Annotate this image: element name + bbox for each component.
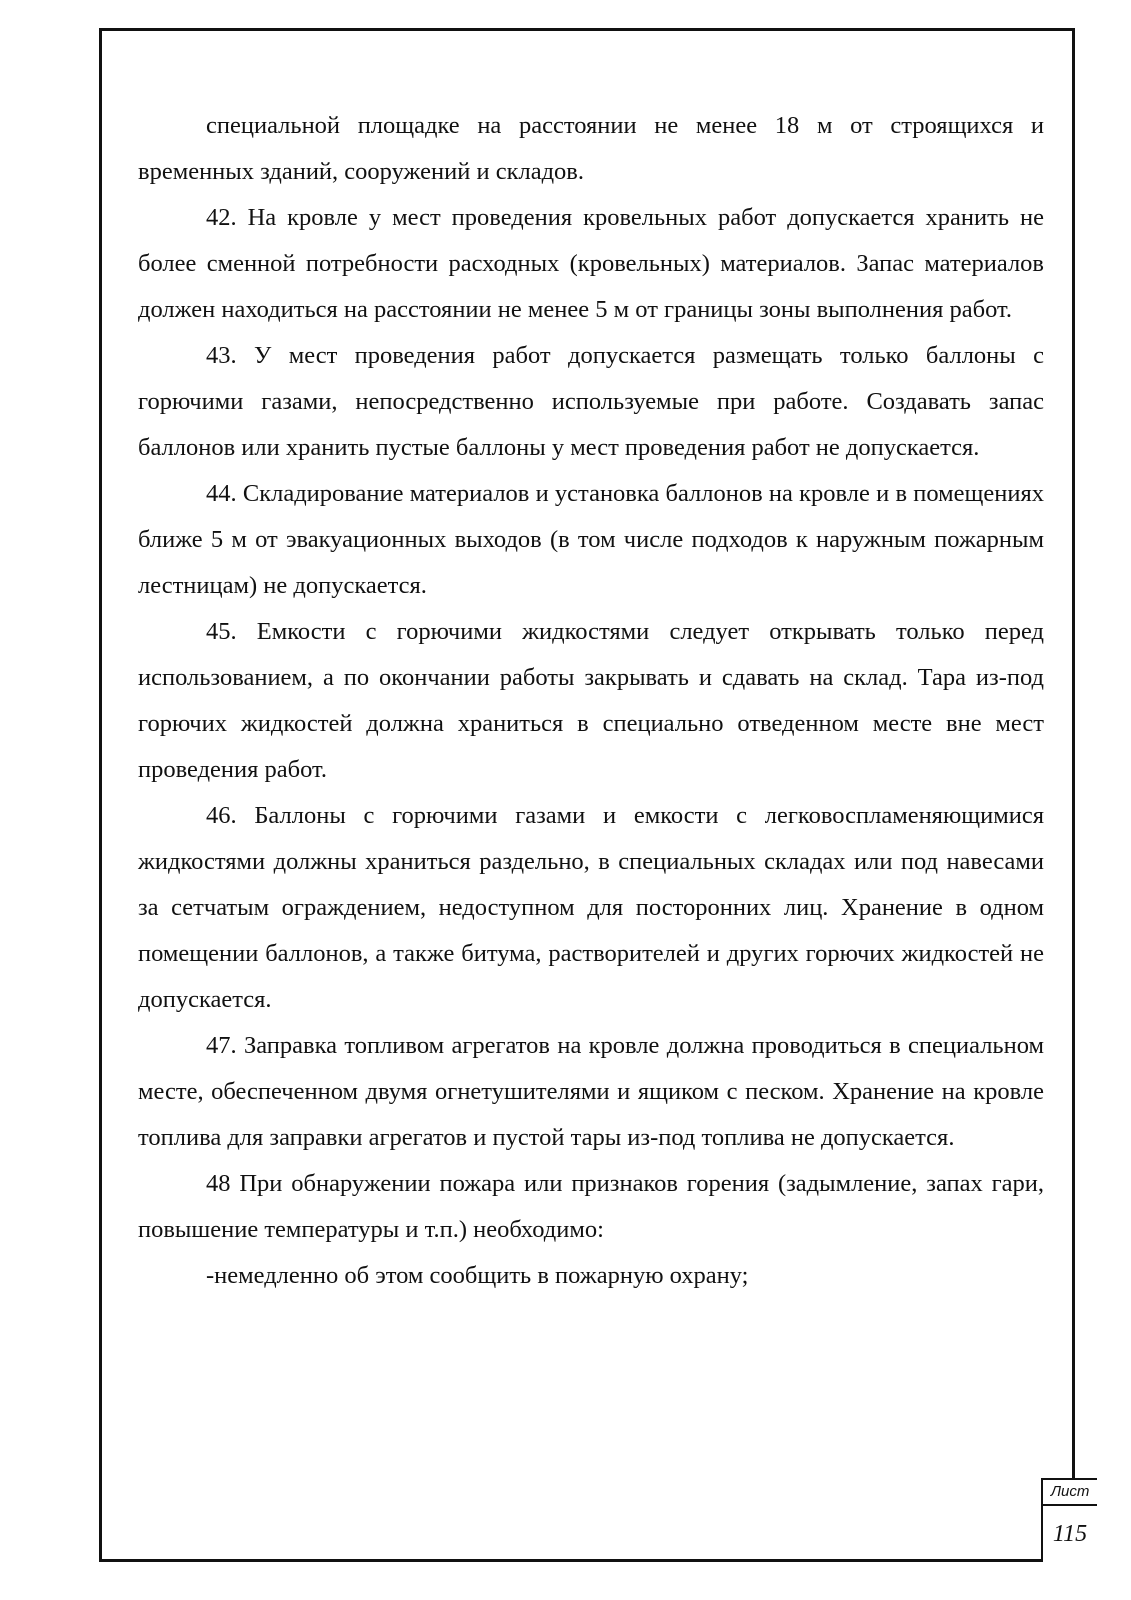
paragraph-46: 46. Баллоны с горючими газами и емкости с легковоспламеняющимися жидкостями должны храниться раздельно, в специальных складах или под навесами за сетчатым ограждением, недоступном для посторонних лиц. Хранение в одном помещении баллонов, а также битума, растворителей и других горючих жидкостей не допускается. [138,802,1044,1013]
document-body [138,103,1044,1299]
paragraph-43: 43. У мест проведения работ допускается размещать только баллоны с горючими газами, непосредственно используемые при работе. Создавать запас баллонов или хранить пустые баллоны у мест проведения работ не допускается. [138,342,1044,461]
paragraph-44: 44. Складирование материалов и установка баллонов на кровле и в помещениях ближе 5 м от эвакуационных выходов (в том числе подходов к наружным пожарным лестницам) не допускается. [138,480,1044,599]
paragraph-47: 47. Заправка топливом агрегатов на кровле должна проводиться в специальном месте, обеспеченном двумя огнетушителями и ящиком с песком. Хранение на кровле топлива для заправки агрегатов и пустой тары из-под топлива не допускается. [138,1032,1044,1151]
sheet-number-box [1041,1478,1097,1562]
sheet-number: 115 [1052,1521,1088,1547]
paragraph-42: 42. На кровле у мест проведения кровельных работ допускается хранить не более сменной потребности расходных (кровельных) материалов. Запас материалов должен находиться на расстоянии не менее 5 м от границы зоны выполнения работ. [138,204,1044,323]
paragraph-48: 48 При обнаружении пожара или признаков горения (задымление, запах гари, повышение температуры и т.п.) необходимо: [138,1170,1044,1243]
paragraph-45: 45. Емкости с горючими жидкостями следует открывать только перед использованием, а по окончании работы закрывать и сдавать на склад. Тара из-под горючих жидкостей должна храниться в специально отведенном месте вне мест проведения работ. [138,618,1044,783]
paragraph-continuation: специальной площадке на расстоянии не менее 18 м от строящихся и временных зданий, сооружений и складов. [138,112,1044,185]
sheet-label: Лист [1043,1480,1097,1506]
paragraph-list-item: -немедленно об этом сообщить в пожарную охрану; [206,1262,749,1289]
